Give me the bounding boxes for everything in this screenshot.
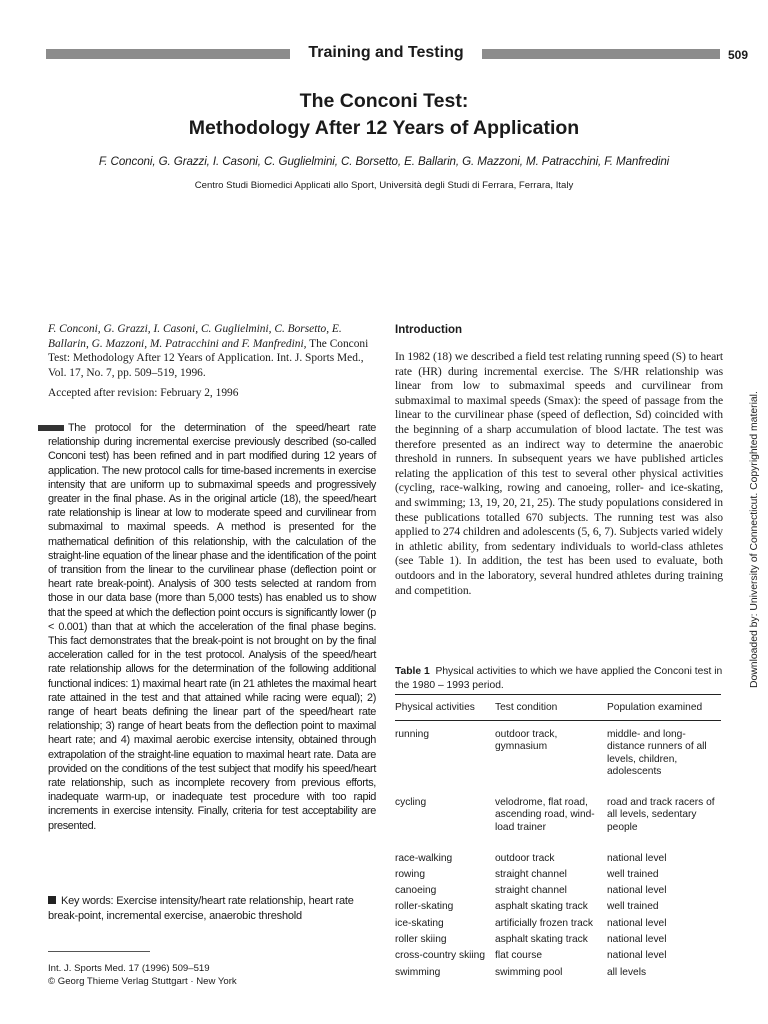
table-cell: straight channel [495,885,567,897]
table-cell: national level [607,950,667,962]
table-row [395,853,721,869]
citation-authors: F. Conconi, G. Grazzi, I. Casoni, C. Guglielmini, C. Borsetto, E. Ballarin, G. Mazzoni, M. Patracchini and F. Manfredini, [48,323,342,350]
table-cell: road and track racers of all levels, sedentary people [607,796,715,833]
table-cell: national level [607,885,667,897]
table-row [395,797,721,853]
table-cell: straight channel [495,868,567,880]
table-cell: national level [607,917,667,929]
article-title [0,88,768,142]
citation-reference: The Conconi Test: Methodology After 12 Years of Application. Int. J. Sports Med., Vol. 17, No. 7, pp. 509–519, 1996. [48,337,369,380]
table-cell: rowing [395,868,426,880]
title-line-2: Methodology After 12 Years of Application [188,117,580,139]
title-line-1: The Conconi Test: [299,90,469,112]
table-cell: ice-skating [395,917,444,929]
download-watermark: Downloaded by: University of Connecticut. Copyrighted material. [749,391,760,688]
table-row [395,918,721,934]
abstract-marker [38,425,64,431]
table-caption [395,665,723,692]
table-cell: roller skiing [395,934,447,946]
table-row [395,967,721,983]
header-bar-left [46,49,290,59]
table-row [395,869,721,885]
footer-journal: Int. J. Sports Med. 17 (1996) 509–519 [48,963,210,974]
table-cell: all levels [607,966,647,978]
section-title: Training and Testing [308,44,464,61]
table-cell: canoeing [395,885,437,897]
footer-publisher: © Georg Thieme Verlag Stuttgart · New York [48,976,237,987]
abstract-text: The protocol for the determination of the speed/heart rate relationship during incremental exercise previously described (so-called Conconi test) has been refined and in part modified during 12 years of application. The new protocol calls for time-based increments in exercise intensity that are uniform up to submaximal speeds and progressively greater in the final phase. As in the original article (18), the speed/heart rate relationship is linear at low to moderate speed and curvilinear from submaximal to maximal speeds. A method is presented for the mathematical definition of this relationship, with the calculation of the straight-line equation of the linear phase and the identification of the point of transition from the linear to the curvilinear phase (deflection point or heart rate break-point). Analysis of 300 tests selected at random from those in our data base (more than 5,000 tests) has enabled us to show that the speed at which the deflection point occurs is significantly lower (p < 0.001) than that at which the acceleration of the final phase begins. This fact demonstrates that the break-point is not brought on by the final acceleration called for in the test protocol. Analysis of the speed/heart rate relationship allows for the determination of the following additional functional indices: 1) maximal heart rate (in 21 athletes the maximal heart rate attained in the test and that attained while racing were equal); 2) range of heart beats defining the linear part of the speed/heart rate relationship; 3) range of heart beats from the deflection point to maximal heart rate; and 4) maximal aerobic exercise intensity, obtained through extrapolation of the straight-line equation to maximal heart rate. Data are provided on the conditions of the test subject that modify his speed/heart rate relationship, such as incomplete recovery from previous efforts, inadequate warm-up, or inadequate test procedure with too rapid increments in exercise intensity. Finally, criteria for test acceptability are presented. [48,422,376,832]
table-row [395,729,721,797]
table-cell: outdoor track [495,852,555,864]
keywords [48,894,376,923]
table-cell: asphalt skating track [495,934,588,946]
introduction-text: In 1982 (18) we described a field test relating running speed (S) to heart rate (HR) during incremental exercise. The S/HR relationship was linear from low to submaximal speeds and curvilinear from submaximal to maximal speeds (Smax): the speed of passage from the linear to the curvilinear phase (speed of deflection, Sd) coincided with the beginning of a sharp accumulation of blood lactate. The test was therefore presented as an indirect way to determine the anaerobic threshold in runners. In subsequent years we have published articles relating the application of this test to several other physical activities (cycling, race-walking, rowing and canoeing, roller- and ice-skating, and swimming; 13, 19, 20, 21, 25). The study populations considered in these publications totalled 670 subjects. The running test was also applied to 274 children and adolescents (5, 6, 7). Subjects varied widely in athletic ability, from sedentary individuals to world-class athletes (see Table 1). In addition, the test has been used to evaluate, both outdoors and in the laboratory, several hundred athletes during training and competition. [395,350,723,597]
header-bar-right [482,49,720,59]
table-cell: national level [607,934,667,946]
table-cell: velodrome, flat road, ascending road, wind-load trainer [495,796,595,833]
table-header-cell: Physical activities [395,702,475,713]
table-row [395,901,721,917]
table-top-rule [395,694,721,695]
table-cell: cycling [395,796,427,808]
table-label: Table 1 [395,666,430,677]
table-cell: well trained [607,868,659,880]
accepted-date: Accepted after revision: February 2, 1996 [48,387,239,399]
table-cell: outdoor track, gymnasium [495,728,558,753]
table-cell: flat course [495,950,542,962]
table-row [395,885,721,901]
table-cell: roller-skating [395,901,454,913]
table-cell: asphalt skating track [495,901,588,913]
citation [48,322,376,381]
introduction-heading: Introduction [395,324,463,336]
affiliation: Centro Studi Biomedici Applicati allo Sport, Università degli Studi di Ferrara, Ferrara, Italy [194,180,574,191]
abstract [48,421,376,833]
table-cell: cross-country skiing [395,950,486,962]
table-cell: race-walking [395,852,453,864]
table-cell: artificially frozen track [495,917,593,929]
table-cell: well trained [607,901,659,913]
table-cell: swimming pool [495,966,563,978]
table-row [395,934,721,950]
footer-rule [48,951,150,952]
table-cell: running [395,728,429,740]
page-number: 509 [728,48,749,62]
table-header-cell: Test condition [495,702,558,713]
table-cell: swimming [395,966,441,978]
table-row [395,950,721,966]
keywords-text: Key words: Exercise intensity/heart rate relationship, heart rate break-point, incremental exercise, anaerobic threshold [48,895,354,922]
table-row [395,721,721,729]
table-header-row [395,700,721,721]
keywords-bullet [48,896,56,904]
table-caption-text: Physical activities to which we have applied the Conconi test in the 1980 – 1993 period. [395,666,723,691]
table-header-cell: Population examined [607,702,703,713]
activities-table [395,700,721,983]
table-cell: national level [607,852,667,864]
author-list: F. Conconi, G. Grazzi, I. Casoni, C. Guglielmini, C. Borsetto, E. Ballarin, G. Mazzoni, M. Patracchini, F. Manfredini [98,155,670,168]
footer [48,962,237,988]
table-cell: middle- and long-distance runners of all levels, children, adolescents [607,728,707,778]
